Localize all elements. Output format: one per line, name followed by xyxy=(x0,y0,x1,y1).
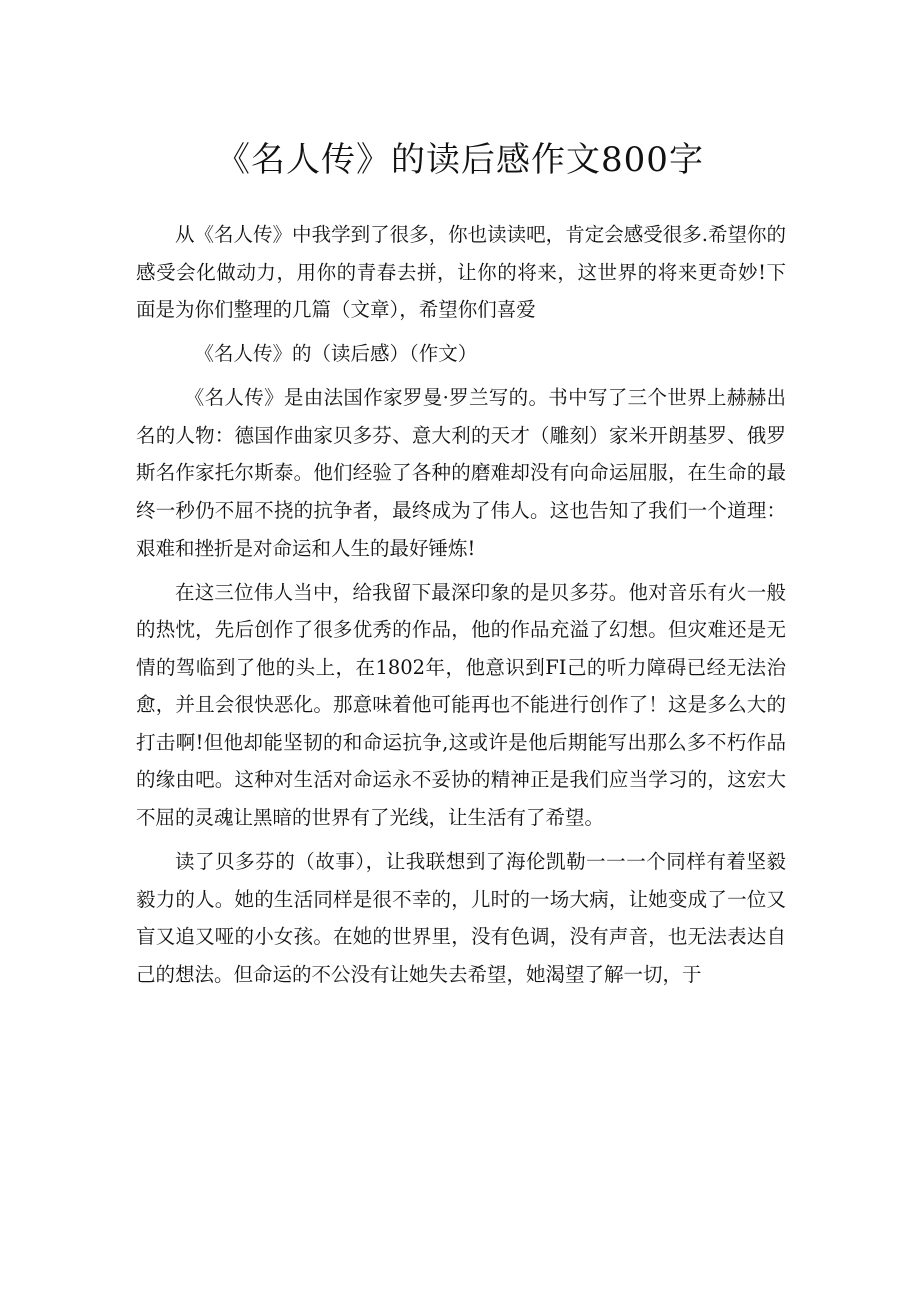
body-paragraph: 《名人传》是由法国作家罗曼·罗兰写的。书中写了三个世界上赫赫出名的人物：德国作曲家贝多芬、意大利的天才（雕刻）家米开朗基罗、俄罗斯名作家托尔斯泰。他们经验了各种的磨难却没有向命运屈服，在生命的最终一秒仍不屈不挠的抗争者，最终成为了伟人。这也告知了我们一个道理：艰难和挫折是对命运和人生的最好锤炼! xyxy=(136,386,786,560)
section-subheading: 《名人传》的（读后感）（作文） xyxy=(194,342,478,366)
document-title: 《名人传》的读后感作文800字 xyxy=(216,140,704,180)
intro-paragraph: 从《名人传》中我学到了很多，你也读读吧，肯定会感受很多.希望你的感受会化做动力，用你的青春去拼，让你的将来，这世界的将来更奇妙!下面是为你们整理的几篇（文章），希望你们喜爱 xyxy=(136,223,786,322)
document-body xyxy=(136,216,786,993)
body-paragraph: 读了贝多芬的（故事），让我联想到了海伦凯勒一一一个同样有着坚毅毅力的人。她的生活同样是很不幸的，儿时的一场大病，让她变成了一位又盲又追又哑的小女孩。在她的世界里，没有色调，没有声音，也无法表达自己的想法。但命运的不公没有让她失去希望，她渴望了解一切，于 xyxy=(136,850,786,986)
body-paragraph: 在这三位伟人当中，给我留下最深印象的是贝多芬。他对音乐有火一般的热忱，先后创作了很多优秀的作品，他的作品充溢了幻想。但灾难还是无情的驾临到了他的头上，在1802年，他意识到FI己的听力障碍已经无法治愈，并且会很快恶化。那意味着他可能再也不能进行创作了！这是多么大的打击啊!但他却能坚韧的和命运抗争,这或许是他后期能写出那么多不朽作品的缘由吧。这种对生活对命运永不妥协的精神正是我们应当学习的，这宏大不屈的灵魂让黑暗的世界有了光线，让生活有了希望。 xyxy=(136,580,786,830)
